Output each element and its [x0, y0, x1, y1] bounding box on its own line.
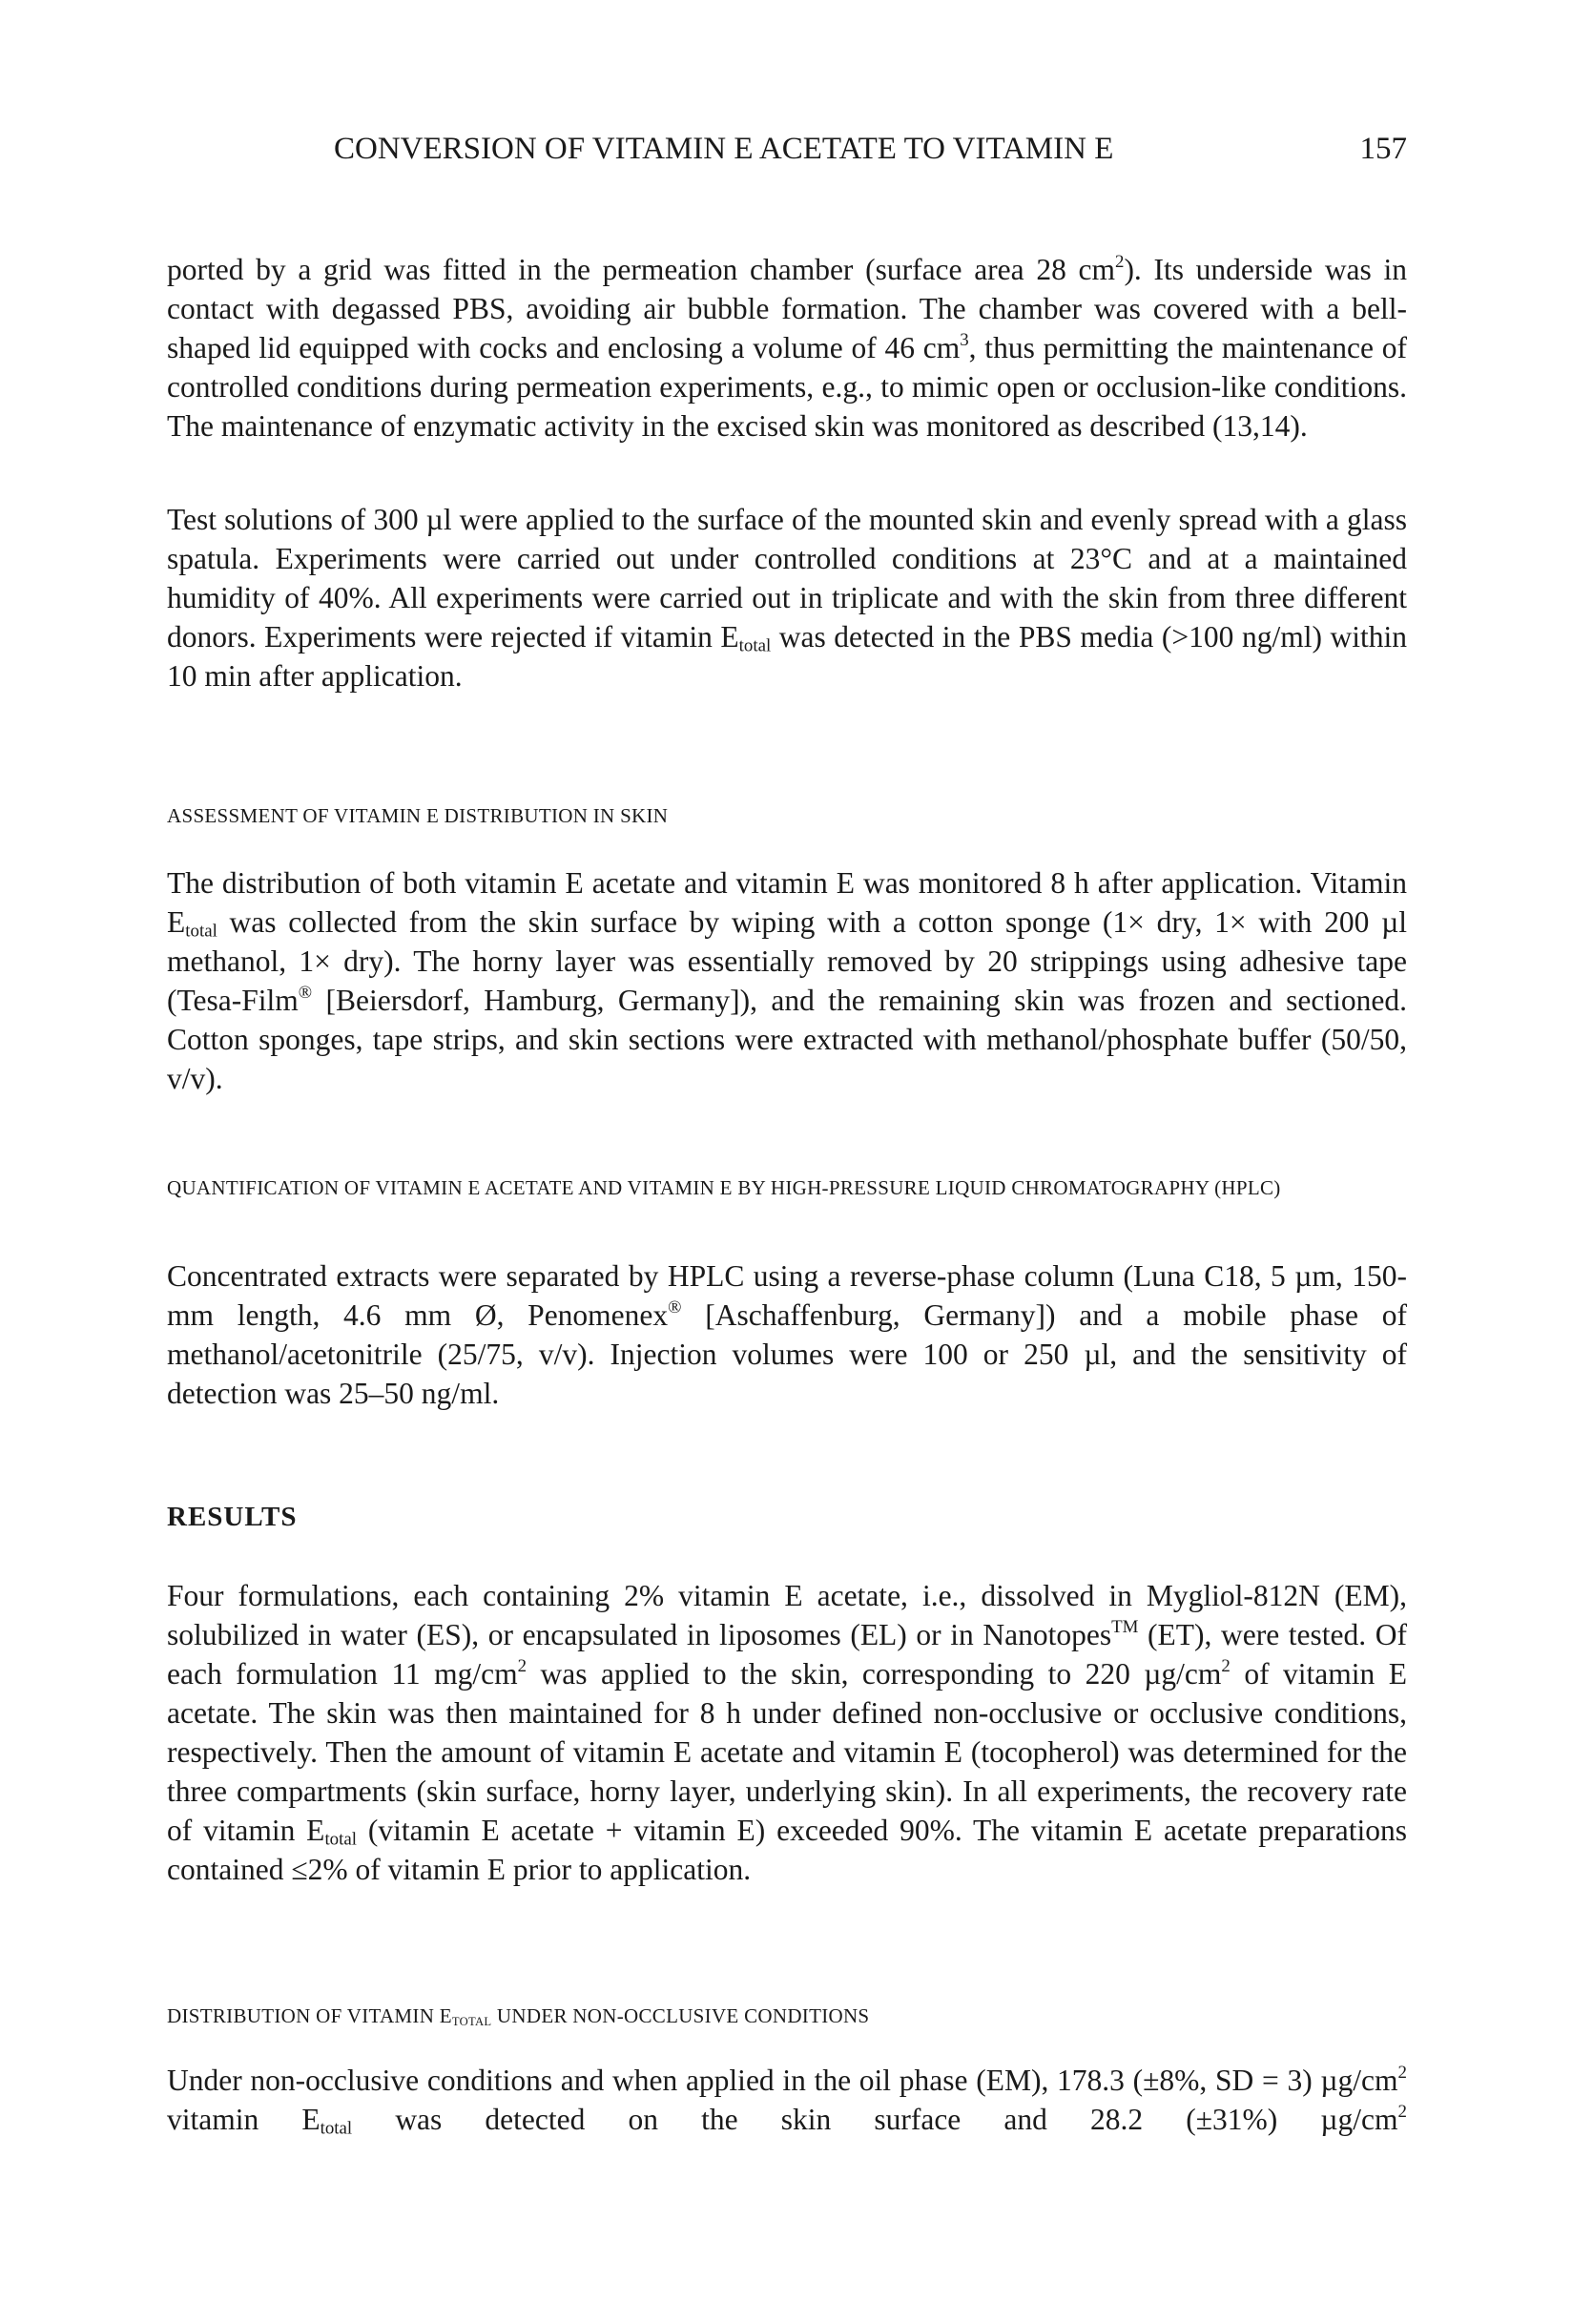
subscript: TOTAL	[451, 2015, 492, 2029]
text-run: of vitamin E acetate. The skin was then maintained for 8 h under defined non-occlusive or occlusive conditions, respectively. Then the amount of vitamin E acetate and vitamin E (tocopherol) was determined for the three compartments (skin surface, horny layer, underlying skin). In all experiments, the recovery rate of vitamin E	[167, 1657, 1407, 1847]
text-run: Concentrated extracts were separated by HPLC using a reverse-phase column (Luna C18, 5 µm, 150-mm length, 4.6 mm Ø, Penomenex	[167, 1259, 1407, 1332]
text-run: ASSESSMENT OF VITAMIN E DISTRIBUTION IN SKIN	[167, 804, 669, 827]
text-run: ported by a grid was fitted in the permeation chamber (surface area 28 cm	[167, 253, 1115, 286]
subscript: total	[324, 1829, 358, 1850]
text-run: QUANTIFICATION OF VITAMIN E ACETATE AND VITAMIN E BY HIGH-PRESSURE LIQUID CHROMATOGRAPHY (HPLC)	[167, 1176, 1281, 1199]
paragraph-distribution-method	[167, 863, 1407, 1098]
section-heading-distribution-non-occlusive	[167, 2002, 1407, 2030]
superscript: ®	[668, 1297, 682, 1318]
section-heading-assessment	[167, 801, 1407, 830]
paragraph-non-occlusive	[167, 2061, 1407, 2139]
text-run: The distribution of both vitamin E acetate and vitamin E was monitored 8 h after application. Vitamin E	[167, 866, 1407, 939]
running-title: CONVERSION OF VITAMIN E ACETATE TO VITAMIN E	[334, 132, 1114, 166]
text-run: Test solutions of 300 µl were applied to the surface of the mounted skin and evenly spread with a glass spatula. Experiments were carried out under controlled conditions at 23°C and at a maintained humidity of 40%. All experiments were carried out in triplicate and with the skin from three different donors. Experiments were rejected if vitamin E	[167, 503, 1407, 654]
page-number: 157	[1359, 132, 1407, 166]
text-run: ). Its underside was in contact with degassed PBS, avoiding air bubble formation. The chamber was covered with a bell-shaped lid equipped with cocks and enclosing a volume of 46 cm	[167, 253, 1407, 364]
text-run: , thus permitting the maintenance of controlled conditions during permeation experiments, e.g., to mimic open or occlusion-like conditions. The maintenance of enzymatic activity in the excised skin was monitored as described (13,14).	[167, 331, 1407, 443]
text-run: RESULTS	[167, 1502, 298, 1532]
paragraph-results	[167, 1576, 1407, 1889]
superscript: 2	[1114, 251, 1125, 272]
subscript: total	[738, 635, 772, 656]
text-run: was detected on the skin surface and 28.2 (±31%) µg/cm	[352, 2103, 1398, 2136]
superscript: TM	[1111, 1616, 1139, 1637]
text-run: was collected from the skin surface by wiping with a cotton sponge (1× dry, 1× with 200 µl methanol, 1× dry). The horny layer was essentially removed by 20 strippings using adhesive tape (Tesa-Film	[167, 905, 1407, 1017]
text-run: [Aschaffenburg, Germany]) and a mobile phase of methanol/acetonitrile (25/75, v/v). Injection volumes were 100 or 250 µl, and the sensitivity of detection was 25–50 ng/ml.	[167, 1298, 1407, 1410]
paragraph-hplc	[167, 1256, 1407, 1413]
superscript: 2	[1221, 1655, 1231, 1676]
superscript: 2	[1397, 2101, 1407, 2122]
subscript: total	[185, 921, 217, 942]
superscript: 2	[517, 1655, 527, 1676]
text-run: Under non-occlusive conditions and when applied in the oil phase (EM), 178.3 (±8%, SD = 3) µg/cm	[167, 2064, 1398, 2097]
text-run: Four formulations, each containing 2% vitamin E acetate, i.e., dissolved in Mygliol-812N (EM), solubilized in water (ES), or encapsulated in liposomes (EL) or in Nanotopes	[167, 1579, 1407, 1651]
text-run: (ET), were tested. Of each formulation 11 mg/cm	[167, 1618, 1407, 1691]
section-heading-hplc	[167, 1173, 1293, 1202]
text-run: (vitamin E acetate + vitamin E) exceeded 90%. The vitamin E acetate preparations contained ≤2% of vitamin E prior to application.	[167, 1814, 1407, 1886]
paragraph-test-solutions	[167, 500, 1407, 695]
text-run: [Beiersdorf, Hamburg, Germany]), and the remaining skin was frozen and sectioned. Cotton sponges, tape strips, and skin sections were extracted with methanol/phosphate buffer (50/50, v/v).	[167, 984, 1407, 1095]
text-run: UNDER NON-OCCLUSIVE CONDITIONS	[491, 2004, 870, 2027]
section-heading-results	[167, 1502, 298, 1533]
paragraph-permeation-chamber	[167, 250, 1407, 446]
superscript: 2	[1397, 2062, 1407, 2083]
text-run: was detected in the PBS media (>100 ng/ml) within 10 min after application.	[167, 620, 1407, 693]
superscript: 3	[960, 329, 969, 350]
text-run: DISTRIBUTION OF VITAMIN E	[167, 2004, 452, 2027]
running-header	[334, 132, 1407, 167]
text-run: vitamin E	[167, 2103, 321, 2136]
superscript: ®	[298, 982, 313, 1003]
text-run: was applied to the skin, corresponding to 220 µg/cm	[527, 1657, 1222, 1691]
subscript: total	[320, 2118, 353, 2139]
